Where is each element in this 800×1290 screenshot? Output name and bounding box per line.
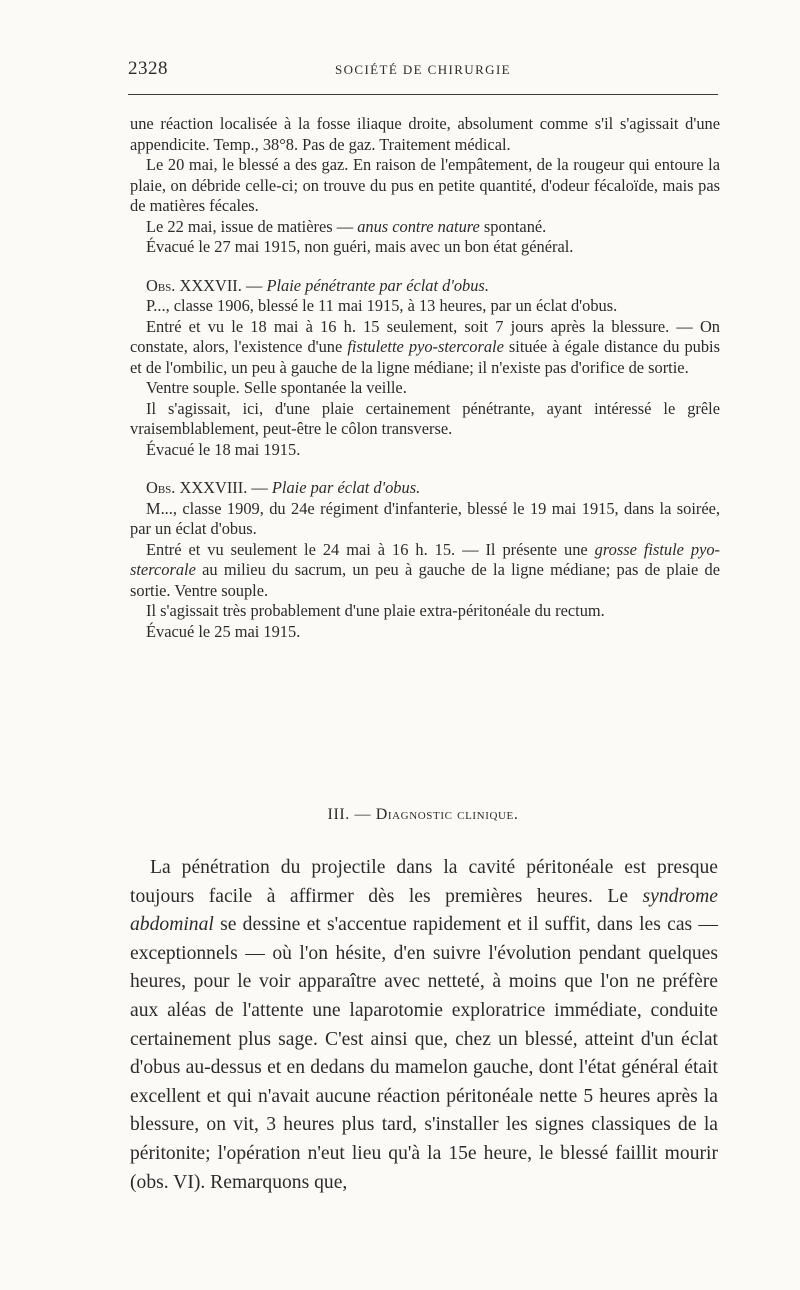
paragraph: Entré et vu le 18 mai à 16 h. 15 seulement, soit 7 jours après la blessure. — On constate, alors, l'existence d'une fistulette pyo-stercorale située à égale distance du pubis et de l'ombilic, un peu à gauche de la ligne médiane; il n'existe pas d'orifice de sortie.	[130, 316, 720, 377]
paragraph: Évacué le 27 mai 1915, non guéri, mais avec un bon état général.	[146, 237, 574, 256]
paragraph: P..., classe 1906, blessé le 11 mai 1915, à 13 heures, par un éclat d'obus.	[146, 296, 618, 315]
paragraph: Le 22 mai, issue de matières — anus contre nature spontané.	[146, 216, 547, 236]
page-header	[128, 58, 718, 84]
paragraph: Le 20 mai, le blessé a des gaz. En raison de l'empâtement, de la rougeur qui entoure la plaie, on débride celle-ci; on trouve du pus en petite quantité, d'odeur fécaloïde, mais pas de matières fécales.	[130, 155, 720, 215]
paragraph: Ventre souple. Selle spontanée la veille.	[146, 378, 407, 397]
paragraph: La pénétration du projectile dans la cavité péritonéale est presque toujours facile à affirmer dès les premières heures. Le syndrome abdominal se dessine et s'accentue rapidement et il suffit, dans les cas — exceptionnels — où l'on hésite, d'en suivre l'évolution pendant quelques heures, pour le voir apparaître avec netteté, à moins que l'on ne préfère aux aléas de l'attente une laparotomie exploratrice immédiate, conduite certainement plus sage. C'est ainsi que, chez un blessé, atteint d'un éclat d'obus au-dessus et en dedans du mamelon gauche, dont l'état général était excellent et qui n'avait aucune réaction péritonéale nette 5 heures après la blessure, on vit, 3 heures plus tard, s'installer les signes classiques de la péritonite; l'opération n'eut lieu qu'à la 15e heure, le blessé faillit mourir (obs. VI). Remarquons que,	[130, 857, 718, 1193]
running-title: SOCIÉTÉ DE CHIRURGIE	[334, 62, 512, 77]
paragraph: Évacué le 18 mai 1915.	[146, 439, 301, 459]
observation-heading-38: Obs. XXXVIII. — Plaie par éclat d'obus.	[146, 478, 421, 497]
paragraph: Il s'agissait très probablement d'une plaie extra-péritonéale du rectum.	[146, 601, 605, 620]
main-text-block	[130, 854, 718, 1197]
case-notes-block	[130, 114, 720, 642]
paragraph: une réaction localisée à la fosse iliaque droite, absolument comme s'il s'agissait d'une appendicite. Temp., 38°8. Pas de gaz. Traitement médical.	[130, 114, 720, 154]
paragraph: Il s'agissait, ici, d'une plaie certainement pénétrante, ayant intéressé le grêle vraisemblablement, peut-être le côlon transverse.	[130, 398, 720, 438]
paragraph: Entré et vu seulement le 24 mai à 16 h. 15. — Il présente une grosse fistule pyo-stercorale au milieu du sacrum, un peu à gauche de la ligne médiane; pas de plaie de sortie. Ventre souple.	[130, 539, 720, 600]
header-rule	[128, 94, 718, 95]
observation-heading-37: Obs. XXXVII. — Plaie pénétrante par éclat d'obus.	[146, 275, 489, 295]
section-heading: III. — Diagnostic clinique.	[327, 806, 519, 823]
paragraph: Évacué le 25 mai 1915.	[146, 621, 301, 641]
page-number: 2328	[128, 58, 168, 79]
paragraph: M..., classe 1909, du 24e régiment d'infanterie, blessé le 19 mai 1915, dans la soirée, par un éclat d'obus.	[130, 498, 720, 538]
